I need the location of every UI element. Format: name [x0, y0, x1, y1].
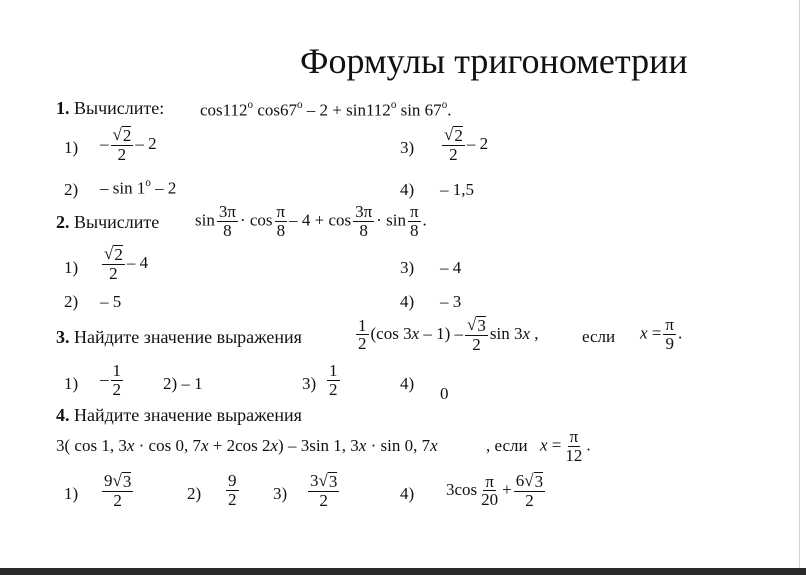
q4-option-4-label: 4): [400, 484, 415, 503]
question-prompt: Вычислите: [74, 212, 160, 232]
q2-option-2-label: 2): [64, 292, 79, 311]
q4-option-4-value: 3cos $\frac{\pi}{20}$ + 6 √ 3 2: [446, 471, 544, 510]
q3-option-1-label: 1): [64, 374, 79, 393]
q3-option-1-value: – $\frac{1}{2}$: [100, 361, 121, 399]
question-prompt: Найдите значение выражения: [74, 405, 302, 425]
q3-option-3-label: 3): [302, 374, 317, 393]
question-4-condition-word: , если: [486, 436, 528, 455]
question-3-condition: x = $\frac{\pi}{9}$ .: [640, 315, 683, 353]
q2-option-1-value: √ 2 2 – 4: [104, 244, 149, 283]
q1-option-1-value: – √ 2 2 – 2: [100, 125, 157, 164]
q3-option-4-label: 4): [400, 374, 415, 393]
q1-option-4-value: – 1,5: [440, 180, 474, 199]
q3-option-4-value: 0: [440, 384, 449, 403]
q4-option-2-value: $\frac{9}{2}$: [228, 471, 237, 509]
q1-option-2-value: – sin 1$^o$ – 2: [100, 177, 177, 198]
q4-option-3-label: 3): [273, 484, 288, 503]
question-3: [56, 327, 302, 348]
page-title: Формулы тригонометрии: [300, 41, 688, 81]
bottom-bar: [0, 568, 806, 575]
q4-option-1-label: 1): [64, 484, 79, 503]
page-edge: [799, 0, 800, 575]
q2-option-2-value: – 5: [100, 292, 122, 311]
q2-option-4-label: 4): [400, 292, 415, 311]
q1-option-3-label: 3): [400, 138, 415, 157]
question-prompt: Вычислите:: [74, 98, 165, 118]
question-number: 3.: [56, 327, 70, 347]
q4-option-2-label: 2): [187, 484, 202, 503]
question-number: 1.: [56, 98, 70, 118]
question-prompt: Найдите значение выражения: [74, 327, 302, 347]
question-4-expression: 3( cos 1, 3x · cos 0, 7x + 2cos 2x) – 3sin 1, 3x · sin 0, 7x: [56, 436, 438, 455]
question-number: 4.: [56, 405, 70, 425]
question-3-condition-word: если: [582, 327, 616, 346]
question-2-expression: sin $\frac{3\pi}{8}$ · cos $\frac{\pi}{8}$ – 4 + cos $\frac{3\pi}{8}$ · sin $\frac{\pi}{8}$ .: [195, 202, 427, 240]
q1-option-4-label: 4): [400, 180, 415, 199]
q4-option-3-value: 3 √ 3 2: [310, 471, 338, 510]
question-1-expression: cos112$^o$ $\cos 67^o - 2 + \sin 112^o$ sin 67$^o$.: [200, 99, 452, 120]
question-2: [56, 212, 159, 233]
question-1: [56, 98, 164, 119]
q1-option-3-value: √ 2 2 – 2: [444, 125, 489, 164]
q3-option-2: 2) – 1: [163, 374, 203, 393]
q1-option-2-label: 2): [64, 180, 79, 199]
q2-option-4-value: – 3: [440, 292, 462, 311]
q2-option-3-value: – 4: [440, 258, 462, 277]
question-3-expression: $\frac{1}{2}$ (cos 3x – 1) – √ 3 2 sin 3x ,: [358, 315, 539, 354]
q3-option-3-value: $\frac{1}{2}$: [329, 361, 338, 399]
question-4: [56, 405, 302, 426]
q2-option-1-label: 1): [64, 258, 79, 277]
q4-option-1-value: 9 √ 3 2: [104, 471, 132, 510]
q1-option-1-label: 1): [64, 138, 79, 157]
q2-option-3-label: 3): [400, 258, 415, 277]
question-4-condition: x = $\frac{\pi}{12}$ .: [540, 427, 591, 465]
question-number: 2.: [56, 212, 70, 232]
